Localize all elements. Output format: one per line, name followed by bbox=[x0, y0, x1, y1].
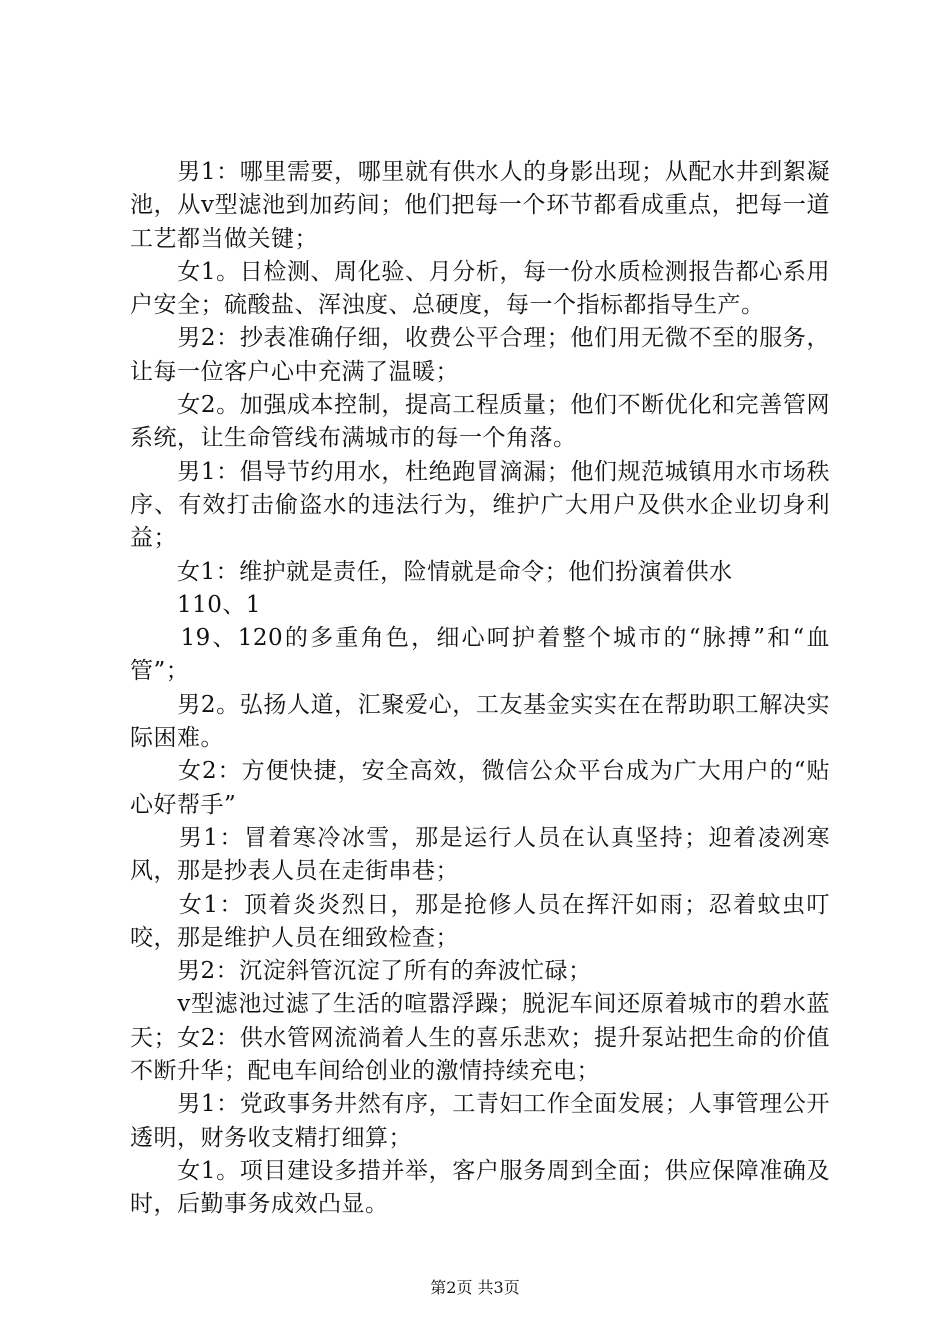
paragraph: 男1：哪里需要，哪里就有供水人的身影出现；从配水井到絮凝池，从v型滤池到加药间；他们把每一个环节都看成重点，把每一道工艺都当做关键； bbox=[130, 159, 830, 252]
document-body bbox=[130, 156, 830, 1222]
paragraph: 男2：抄表准确仔细，收费公平合理；他们用无微不至的服务，让每一位客户心中充满了温暖； bbox=[130, 325, 830, 385]
paragraph: 110、1 bbox=[130, 591, 262, 618]
paragraph: 女2：方便快捷，安全高效，微信公众平台成为广大用户的“贴心好帮手” bbox=[130, 758, 830, 818]
page-number-footer: 第2页 共3页 bbox=[430, 1278, 520, 1297]
paragraph: 男2：沉淀斜管沉淀了所有的奔波忙碌； bbox=[130, 958, 592, 985]
paragraph: 女1：顶着炎炎烈日，那是抢修人员在挥汗如雨；忍着蚊虫叮咬，那是维护人员在细致检查； bbox=[130, 891, 830, 951]
paragraph: 男2。弘扬人道，汇聚爱心，工友基金实实在在帮助职工解决实际困难。 bbox=[130, 691, 830, 752]
paragraph: 女2。加强成本控制，提高工程质量；他们不断优化和完善管网系统，让生命管线布满城市的每一个角落。 bbox=[130, 392, 830, 452]
paragraph: 男1：冒着寒冷冰雪，那是运行人员在认真坚持；迎着凌冽寒风，那是抄表人员在走街串巷； bbox=[130, 824, 830, 885]
paragraph: 女1。项目建设多措并举，客户服务周到全面；供应保障准确及时，后勤事务成效凸显。 bbox=[130, 1157, 830, 1218]
paragraph: 女1。日检测、周化验、月分析，每一份水质检测报告都心系用户安全；硫酸盐、浑浊度、总硬度，每一个指标都指导生产。 bbox=[130, 258, 830, 319]
paragraph: v型滤池过滤了生活的喧嚣浮躁；脱泥车间还原着城市的碧水蓝天；女2：供水管网流淌着人生的喜乐悲欢；提升泵站把生命的价值不断升华；配电车间给创业的激情持续充电； bbox=[130, 991, 830, 1085]
paragraph: 男1：党政事务井然有序，工青妇工作全面发展；人事管理公开透明，财务收支精打细算； bbox=[130, 1091, 830, 1151]
paragraph: 女1：维护就是责任，险情就是命令；他们扮演着供水 bbox=[130, 558, 733, 585]
paragraph: 男1：倡导节约用水，杜绝跑冒滴漏；他们规范城镇用水市场秩序、有效打击偷盗水的违法行为，维护广大用户及供水企业切身利益； bbox=[130, 458, 830, 552]
paragraph: 19、120的多重角色，细心呵护着整个城市的“脉搏”和“血管”； bbox=[130, 625, 830, 685]
